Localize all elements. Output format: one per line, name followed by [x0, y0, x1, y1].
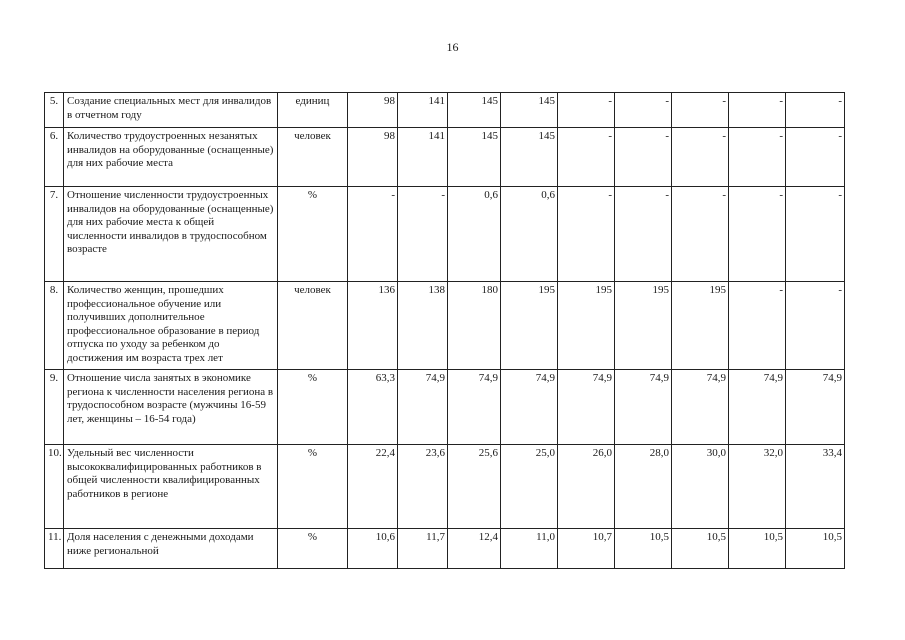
- value-cell: 26,0: [558, 445, 615, 529]
- row-number-cell: 8.: [45, 282, 64, 370]
- value-cell: 145: [448, 128, 501, 187]
- value-cell: -: [729, 282, 786, 370]
- value-cell: 74,9: [558, 370, 615, 445]
- value-cell: 10,5: [615, 529, 672, 569]
- value-cell: -: [558, 128, 615, 187]
- value-cell: 23,6: [398, 445, 448, 529]
- unit-cell: единиц: [278, 93, 348, 128]
- value-cell: 74,9: [398, 370, 448, 445]
- value-cell: 0,6: [501, 187, 558, 282]
- indicators-table: [44, 92, 845, 569]
- value-cell: 10,7: [558, 529, 615, 569]
- value-cell: 63,3: [348, 370, 398, 445]
- value-cell: 12,4: [448, 529, 501, 569]
- indicator-name-cell: Отношение численности трудоустроенных инвалидов на оборудованные (оснащенные) для них рабочие места к общей численности инвалидов в трудоспособном возрасте: [64, 187, 278, 282]
- value-cell: -: [786, 93, 845, 128]
- row-number-cell: 6.: [45, 128, 64, 187]
- value-cell: -: [398, 187, 448, 282]
- table-row: [45, 370, 845, 445]
- value-cell: 74,9: [615, 370, 672, 445]
- value-cell: 25,6: [448, 445, 501, 529]
- value-cell: 145: [448, 93, 501, 128]
- value-cell: 28,0: [615, 445, 672, 529]
- value-cell: -: [615, 128, 672, 187]
- table-row: [45, 445, 845, 529]
- value-cell: 10,6: [348, 529, 398, 569]
- value-cell: 11,0: [501, 529, 558, 569]
- table-row: [45, 529, 845, 569]
- value-cell: 10,5: [786, 529, 845, 569]
- row-number-cell: 11.: [45, 529, 64, 569]
- value-cell: 141: [398, 128, 448, 187]
- value-cell: -: [672, 187, 729, 282]
- unit-cell: %: [278, 370, 348, 445]
- value-cell: 195: [672, 282, 729, 370]
- value-cell: 195: [501, 282, 558, 370]
- value-cell: -: [729, 93, 786, 128]
- value-cell: 145: [501, 93, 558, 128]
- indicator-name-cell: Удельный вес численности высококвалифицированных работников в общей численности квалифицированных работников в регионе: [64, 445, 278, 529]
- value-cell: 138: [398, 282, 448, 370]
- value-cell: -: [558, 187, 615, 282]
- value-cell: 33,4: [786, 445, 845, 529]
- value-cell: 22,4: [348, 445, 398, 529]
- unit-cell: человек: [278, 282, 348, 370]
- indicator-name-cell: Количество женщин, прошедших профессиональное обучение или получивших дополнительное профессиональное образование в период отпуска по уходу за ребенком до достижения им возраста трех лет: [64, 282, 278, 370]
- value-cell: 98: [348, 128, 398, 187]
- table-row: [45, 282, 845, 370]
- value-cell: 74,9: [448, 370, 501, 445]
- indicator-name-cell: Доля населения с денежными доходами ниже региональной: [64, 529, 278, 569]
- value-cell: -: [729, 128, 786, 187]
- value-cell: 32,0: [729, 445, 786, 529]
- row-number-cell: 9.: [45, 370, 64, 445]
- value-cell: 195: [615, 282, 672, 370]
- value-cell: -: [672, 93, 729, 128]
- indicator-name-cell: Количество трудоустроенных незанятых инвалидов на оборудованные (оснащенные) для них рабочие места: [64, 128, 278, 187]
- row-number-cell: 5.: [45, 93, 64, 128]
- value-cell: -: [729, 187, 786, 282]
- value-cell: -: [672, 128, 729, 187]
- value-cell: 74,9: [786, 370, 845, 445]
- value-cell: -: [786, 128, 845, 187]
- value-cell: 195: [558, 282, 615, 370]
- value-cell: 98: [348, 93, 398, 128]
- table-row: [45, 93, 845, 128]
- unit-cell: %: [278, 445, 348, 529]
- value-cell: 136: [348, 282, 398, 370]
- value-cell: 145: [501, 128, 558, 187]
- value-cell: 74,9: [672, 370, 729, 445]
- page-number: 16: [446, 40, 459, 54]
- value-cell: -: [786, 187, 845, 282]
- table-row: [45, 187, 845, 282]
- value-cell: -: [786, 282, 845, 370]
- value-cell: -: [348, 187, 398, 282]
- value-cell: 0,6: [448, 187, 501, 282]
- value-cell: 10,5: [729, 529, 786, 569]
- value-cell: 74,9: [729, 370, 786, 445]
- value-cell: -: [558, 93, 615, 128]
- unit-cell: человек: [278, 128, 348, 187]
- row-number-cell: 7.: [45, 187, 64, 282]
- value-cell: 11,7: [398, 529, 448, 569]
- value-cell: -: [615, 187, 672, 282]
- value-cell: 25,0: [501, 445, 558, 529]
- unit-cell: %: [278, 529, 348, 569]
- unit-cell: %: [278, 187, 348, 282]
- row-number-cell: 10.: [45, 445, 64, 529]
- value-cell: 74,9: [501, 370, 558, 445]
- indicator-name-cell: Отношение числа занятых в экономике региона к численности населения региона в трудоспособном возрасте (мужчины 16-59 лет, женщины – 16-54 года): [64, 370, 278, 445]
- value-cell: 180: [448, 282, 501, 370]
- value-cell: 10,5: [672, 529, 729, 569]
- table-row: [45, 128, 845, 187]
- value-cell: -: [615, 93, 672, 128]
- value-cell: 141: [398, 93, 448, 128]
- value-cell: 30,0: [672, 445, 729, 529]
- indicator-name-cell: Создание специальных мест для инвалидов в отчетном году: [64, 93, 278, 128]
